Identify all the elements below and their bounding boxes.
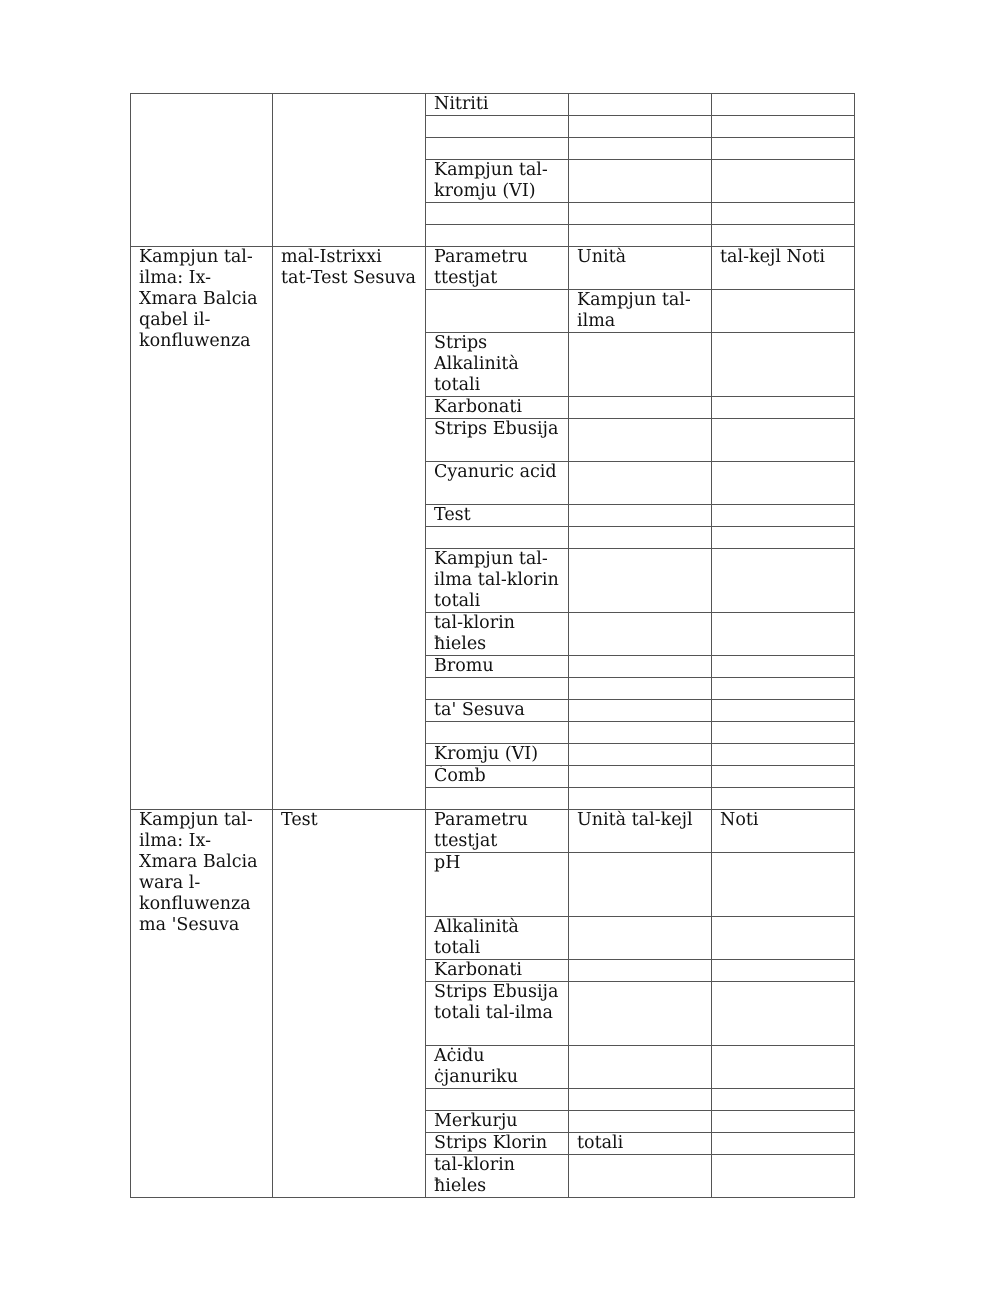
sample-cell	[131, 94, 273, 247]
notes-cell	[712, 1111, 855, 1133]
notes-cell	[712, 160, 855, 203]
method-cell	[273, 94, 426, 247]
parameter-cell: pH	[426, 853, 569, 917]
parameter-cell	[426, 527, 569, 549]
parameter-cell: Kampjun tal-kromju (VI)	[426, 160, 569, 203]
parameter-cell: Strips Ebusija	[426, 419, 569, 462]
notes-cell	[712, 678, 855, 700]
water-test-table	[130, 93, 855, 1198]
unit-cell	[569, 1046, 712, 1089]
table-row	[131, 247, 855, 290]
unit-cell	[569, 116, 712, 138]
unit-cell	[569, 960, 712, 982]
unit-cell	[569, 505, 712, 527]
unit-cell: Unità	[569, 247, 712, 290]
notes-cell	[712, 722, 855, 744]
parameter-cell: Kampjun tal-ilma tal-klorin totali	[426, 549, 569, 613]
notes-cell: tal-kejl Noti	[712, 247, 855, 290]
notes-cell	[712, 116, 855, 138]
notes-cell	[712, 549, 855, 613]
notes-cell	[712, 700, 855, 722]
notes-cell	[712, 1133, 855, 1155]
notes-cell	[712, 960, 855, 982]
table-body	[131, 94, 855, 1198]
sample-cell: Kampjun tal-ilma: Ix-Xmara Balcia qabel il-konfluwenza	[131, 247, 273, 810]
parameter-cell: Parametru ttestjat	[426, 810, 569, 853]
notes-cell	[712, 333, 855, 397]
parameter-cell: tal-klorin ħieles	[426, 613, 569, 656]
parameter-cell: Ċomb	[426, 766, 569, 788]
notes-cell	[712, 203, 855, 225]
unit-cell	[569, 788, 712, 810]
parameter-cell: Strips Alkalinità totali	[426, 333, 569, 397]
parameter-cell: Kromju (VI)	[426, 744, 569, 766]
table-row	[131, 810, 855, 853]
unit-cell	[569, 333, 712, 397]
unit-cell	[569, 917, 712, 960]
unit-cell	[569, 527, 712, 549]
parameter-cell	[426, 722, 569, 744]
unit-cell	[569, 656, 712, 678]
parameter-cell	[426, 203, 569, 225]
unit-cell	[569, 700, 712, 722]
notes-cell	[712, 1155, 855, 1198]
unit-cell	[569, 1111, 712, 1133]
parameter-cell: Cyanuric acid	[426, 462, 569, 505]
unit-cell	[569, 678, 712, 700]
notes-cell	[712, 788, 855, 810]
unit-cell	[569, 853, 712, 917]
notes-cell	[712, 1046, 855, 1089]
unit-cell	[569, 160, 712, 203]
parameter-cell: tal-klorin ħieles	[426, 1155, 569, 1198]
notes-cell	[712, 1089, 855, 1111]
parameter-cell	[426, 116, 569, 138]
unit-cell	[569, 462, 712, 505]
notes-cell: Noti	[712, 810, 855, 853]
parameter-cell: Aċidu ċjanuriku	[426, 1046, 569, 1089]
parameter-cell: Parametru ttestjat	[426, 247, 569, 290]
notes-cell	[712, 744, 855, 766]
unit-cell: Kampjun tal-ilma	[569, 290, 712, 333]
parameter-cell	[426, 138, 569, 160]
unit-cell	[569, 138, 712, 160]
parameter-cell: Test	[426, 505, 569, 527]
notes-cell	[712, 419, 855, 462]
unit-cell	[569, 94, 712, 116]
notes-cell	[712, 982, 855, 1046]
parameter-cell	[426, 788, 569, 810]
unit-cell: totali	[569, 1133, 712, 1155]
parameter-cell: Karbonati	[426, 960, 569, 982]
notes-cell	[712, 290, 855, 333]
parameter-cell	[426, 290, 569, 333]
notes-cell	[712, 656, 855, 678]
unit-cell	[569, 419, 712, 462]
unit-cell	[569, 1089, 712, 1111]
unit-cell	[569, 722, 712, 744]
unit-cell	[569, 225, 712, 247]
unit-cell	[569, 203, 712, 225]
parameter-cell	[426, 1089, 569, 1111]
unit-cell	[569, 766, 712, 788]
parameter-cell: ta' Sesuva	[426, 700, 569, 722]
parameter-cell: Alkalinità totali	[426, 917, 569, 960]
notes-cell	[712, 527, 855, 549]
unit-cell	[569, 397, 712, 419]
notes-cell	[712, 138, 855, 160]
unit-cell	[569, 1155, 712, 1198]
parameter-cell: Strips Ebusija totali tal-ilma	[426, 982, 569, 1046]
method-cell: Test	[273, 810, 426, 1198]
method-cell: mal-Istrixxi tat-Test Sesuva	[273, 247, 426, 810]
parameter-cell: Strips Klorin	[426, 1133, 569, 1155]
unit-cell: Unità tal-kejl	[569, 810, 712, 853]
parameter-cell	[426, 678, 569, 700]
parameter-cell: Nitriti	[426, 94, 569, 116]
notes-cell	[712, 505, 855, 527]
notes-cell	[712, 917, 855, 960]
notes-cell	[712, 613, 855, 656]
notes-cell	[712, 94, 855, 116]
sample-cell: Kampjun tal-ilma: Ix-Xmara Balcia wara l-konfluwenza ma 'Sesuva	[131, 810, 273, 1198]
parameter-cell	[426, 225, 569, 247]
notes-cell	[712, 225, 855, 247]
parameter-cell: Bromu	[426, 656, 569, 678]
notes-cell	[712, 397, 855, 419]
notes-cell	[712, 462, 855, 505]
unit-cell	[569, 744, 712, 766]
unit-cell	[569, 549, 712, 613]
notes-cell	[712, 853, 855, 917]
parameter-cell: Merkurju	[426, 1111, 569, 1133]
notes-cell	[712, 766, 855, 788]
unit-cell	[569, 613, 712, 656]
unit-cell	[569, 982, 712, 1046]
table-row	[131, 94, 855, 116]
parameter-cell: Karbonati	[426, 397, 569, 419]
